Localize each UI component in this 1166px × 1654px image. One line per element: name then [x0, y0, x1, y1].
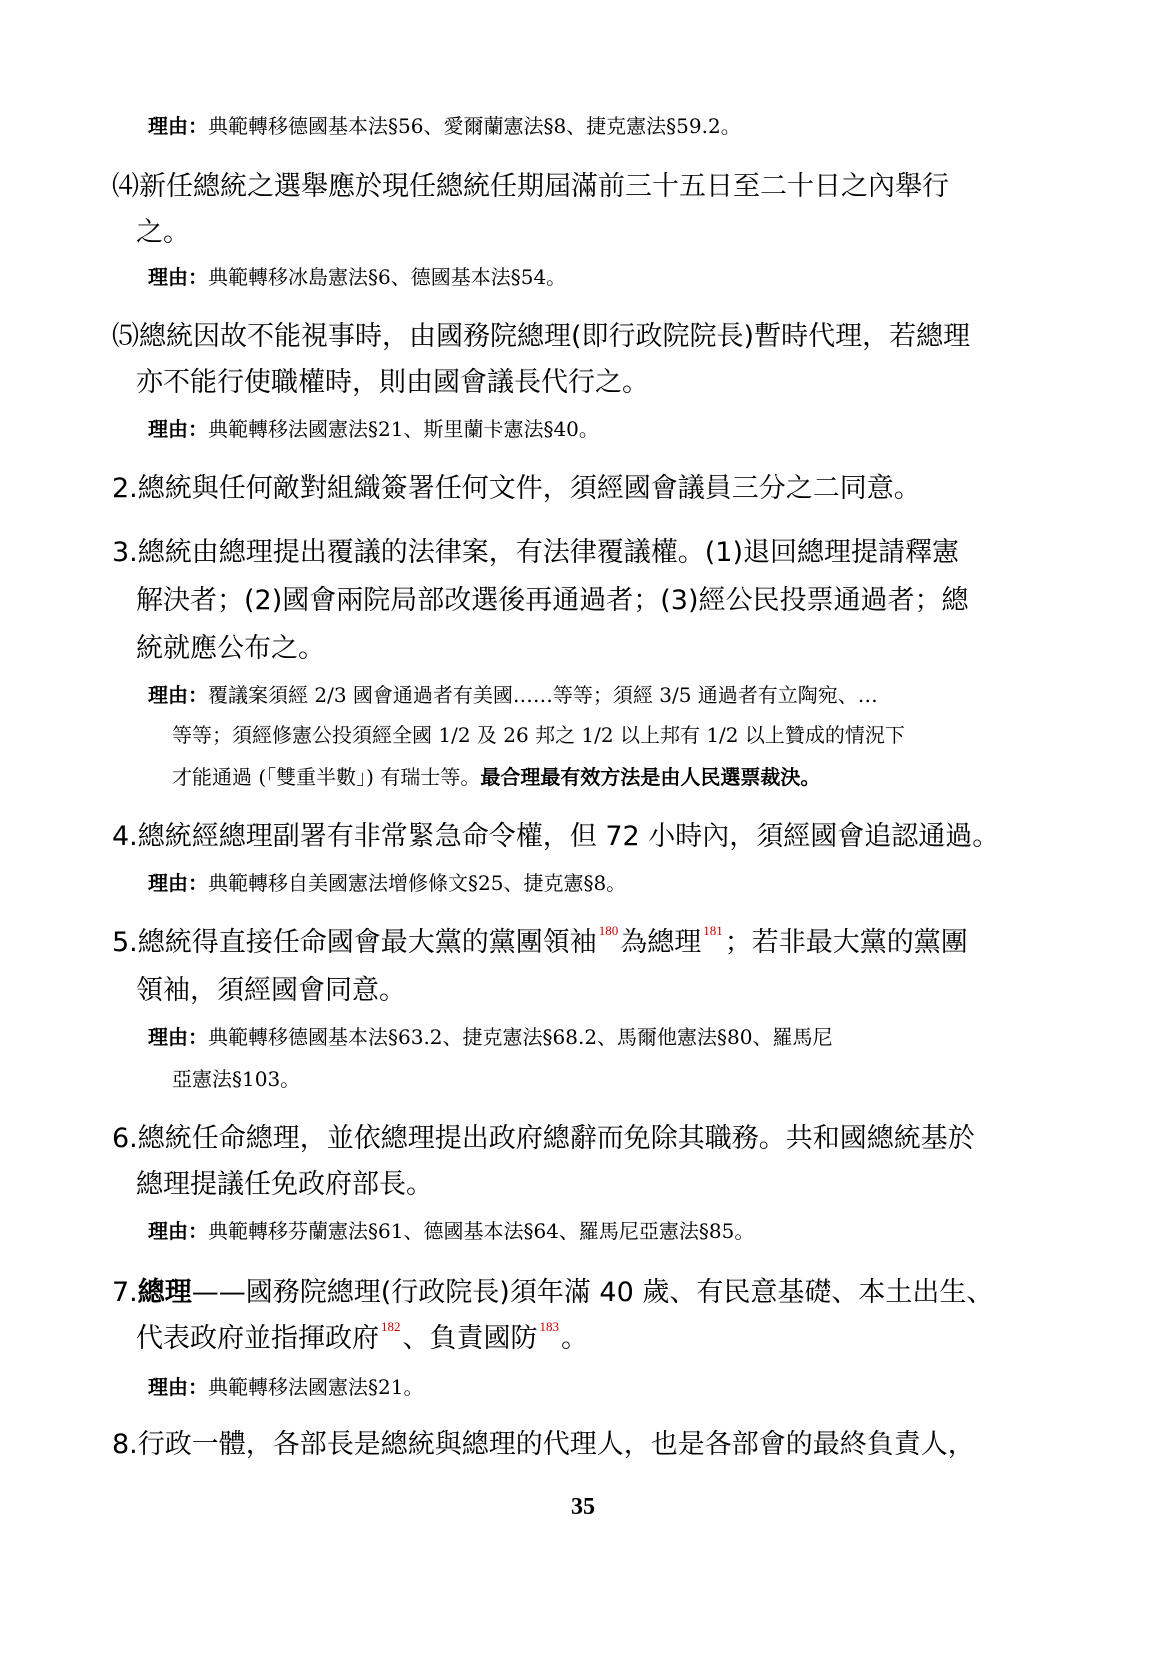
reason-line: [148, 264, 566, 290]
section-5-line-2: 領袖，須經國會同意。: [136, 975, 406, 1006]
reason-label: 理由：: [148, 417, 208, 441]
section-6-line-2: 總理提議任免政府部長。: [136, 1169, 433, 1200]
reason-label: 理由：: [148, 683, 208, 707]
reason-label: 理由：: [148, 1375, 208, 1399]
section-heading: 總理: [137, 1277, 192, 1308]
page-number: 35: [571, 1494, 595, 1520]
reason-line-3: [172, 764, 820, 790]
item-5-line-1: ⑸總統因故不能視事時，由國務院總理(即行政院院長)暫時代理，若總理: [112, 321, 971, 352]
reason-label: 理由：: [148, 1219, 208, 1243]
section-7-line-2: [136, 1319, 588, 1356]
section-number: 7.: [112, 1277, 138, 1308]
reason-line: [148, 1024, 833, 1050]
reason-line: [148, 1218, 754, 1244]
section-4-line: 4.總統經總理副署有非常緊急命令權，但 72 小時內，須經國會追認通過。: [112, 821, 1000, 852]
reason-label: 理由：: [148, 1025, 208, 1049]
reason-line-2: 等等；須經修憲公投須經全國 1/2 及 26 邦之 1/2 以上邦有 1/2 以上贊成的情況下: [172, 723, 905, 747]
reason-text: 典範轉移法國憲法§21。: [208, 1375, 424, 1399]
reason-line: [148, 113, 741, 139]
reason-line: [148, 416, 599, 442]
section-7-line-1: [112, 1276, 993, 1310]
section-5-text: 5.總統得直接任命國會最大黨的黨團領袖: [112, 927, 597, 958]
reason-text: 典範轉移自美國憲法增修條文§25、捷克憲§8。: [208, 871, 627, 895]
reason-text: 典範轉移冰島憲法§6、德國基本法§54。: [208, 265, 567, 289]
footnote-ref-181[interactable]: 181: [703, 923, 723, 938]
section-7-text: 。: [561, 1323, 588, 1354]
reason-emphasis: 最合理最有效方法是由人民選票裁決。: [480, 765, 821, 789]
reason-line: [148, 1374, 423, 1400]
reason-label: 理由：: [148, 114, 208, 138]
section-2-line: 2.總統與任何敵對組織簽署任何文件，須經國會議員三分之二同意。: [112, 473, 921, 504]
section-5-line-1: [112, 923, 968, 960]
footnote-ref-182[interactable]: 182: [381, 1319, 401, 1334]
reason-line: [148, 682, 878, 708]
reason-line: [148, 870, 626, 896]
reason-text: 典範轉移德國基本法§56、愛爾蘭憲法§8、捷克憲法§59.2。: [208, 114, 741, 138]
section-7-text: ——國務院總理(行政院長)須年滿 40 歲、有民意基礎、本土出生、: [191, 1277, 994, 1308]
section-5-text: ；若非最大黨的黨團: [724, 927, 968, 958]
section-6-line-1: 6.總統任命總理，並依總理提出政府總辭而免除其職務。共和國總統基於: [112, 1123, 975, 1154]
reason-text: 典範轉移法國憲法§21、斯里蘭卡憲法§40。: [208, 417, 599, 441]
reason-text: 才能通過 (「雙重半數」) 有瑞士等。: [172, 765, 481, 789]
reason-text: 典範轉移德國基本法§63.2、捷克憲法§68.2、馬爾他憲法§80、羅馬尼: [208, 1025, 833, 1049]
item-4-line-1: ⑷新任總統之選舉應於現任總統任期屆滿前三十五日至二十日之內舉行: [112, 171, 949, 202]
section-7-text: 、負責國防: [402, 1323, 538, 1354]
footnote-ref-183[interactable]: 183: [539, 1319, 559, 1334]
section-3-line-3: 統就應公布之。: [136, 633, 325, 664]
section-3-line-1: 3.總統由總理提出覆議的法律案，有法律覆議權。(1)退回總理提請釋憲: [112, 537, 960, 568]
section-7-text: 代表政府並指揮政府: [136, 1323, 379, 1354]
section-3-line-2: 解決者；(2)國會兩院局部改選後再通過者；(3)經公民投票通過者；總: [136, 585, 969, 616]
section-8-line: 8.行政一體，各部長是總統與總理的代理人，也是各部會的最終負責人，: [112, 1429, 975, 1460]
footnote-ref-180[interactable]: 180: [598, 923, 619, 938]
reason-label: 理由：: [148, 265, 208, 289]
item-5-line-2: 亦不能行使職權時，則由國會議長代行之。: [136, 367, 649, 398]
item-4-line-2: 之。: [136, 217, 190, 248]
reason-label: 理由：: [148, 871, 208, 895]
reason-text: 覆議案須經 2/3 國會通過者有美國……等等；須經 3/5 通過者有立陶宛、…: [208, 683, 878, 707]
section-5-text: 為總理: [620, 927, 702, 958]
reason-line-2: 亞憲法§103。: [172, 1067, 301, 1091]
reason-text: 典範轉移芬蘭憲法§61、德國基本法§64、羅馬尼亞憲法§85。: [208, 1219, 755, 1243]
